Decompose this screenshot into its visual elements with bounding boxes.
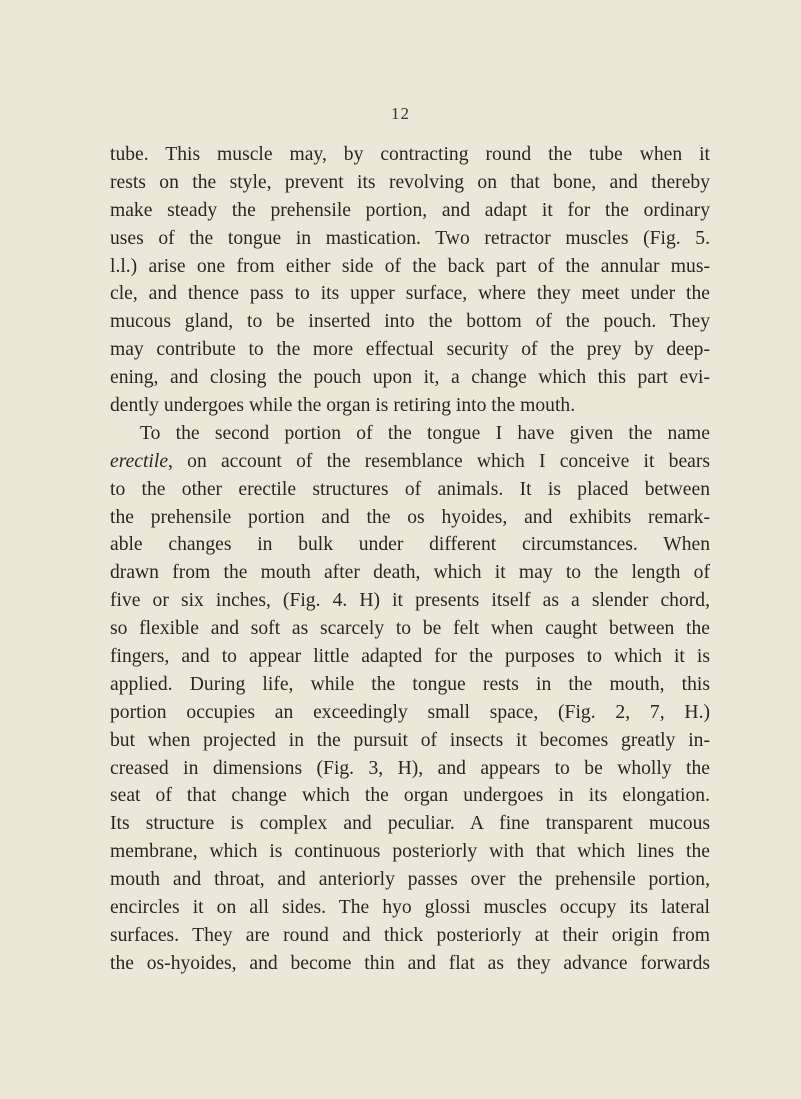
text-line [110,225,710,253]
text-segment: encircles it on all sides. The hyo glossi muscles occupy its lateral [110,897,710,919]
text-line [110,420,710,448]
text-segment: surfaces. They are round and thick posteriorly at their origin from [110,924,710,946]
text-line [110,699,710,727]
text-segment: mucous gland, to be inserted into the bottom of the pouch. They [110,311,710,333]
text-segment: the os-hyoides, and become thin and flat as they advance forwards [110,952,710,974]
text-line [110,615,710,643]
text-line [110,253,710,281]
text-segment: ening, and closing the pouch upon it, a change which this part evi- [110,367,710,389]
text-segment: dently undergoes while the organ is retiring into the mouth. [110,395,576,417]
italic-term: erectile [110,450,169,472]
text-line [110,866,710,894]
text-segment: rests on the style, prevent its revolving on that bone, and thereby [110,171,710,193]
page-number: 12 [391,104,410,123]
text-segment: make steady the prehensile portion, and adapt it for the ordinary [110,199,710,221]
text-line [110,587,710,615]
text-line [110,392,710,420]
text-line [110,364,710,392]
text-segment: five or six inches, (Fig. 4. H) it presents itself as a slender chord, [110,590,710,612]
text-line [110,336,710,364]
text-line [110,950,710,978]
text-line [110,476,710,504]
text-line [110,504,710,532]
text-segment: mouth and throat, and anteriorly passes over the prehensile portion, [110,869,710,891]
text-line [110,308,710,336]
text-segment: creased in dimensions (Fig. 3, H), and appears to be wholly the [110,757,710,779]
text-segment: to the other erectile structures of animals. It is placed between [110,478,710,500]
text-line [110,531,710,559]
text-line [110,671,710,699]
text-segment: seat of that change which the organ undergoes in its elongation. [110,785,710,807]
text-segment: the prehensile portion and the os hyoides, and exhibits remark- [110,506,710,528]
text-segment: applied. During life, while the tongue rests in the mouth, this [110,673,710,695]
text-segment: able changes in bulk under different circumstances. When [110,534,710,556]
text-line [110,810,710,838]
text-line [110,643,710,671]
text-segment: may contribute to the more effectual security of the prey by deep- [110,339,710,361]
text-segment: l.l.) arise one from either side of the back part of the annular mus- [110,255,710,277]
text-line [110,197,710,225]
text-line [110,727,710,755]
text-segment: membrane, which is continuous posteriorly with that which lines the [110,841,710,863]
text-segment: fingers, and to appear little adapted for the purposes to which it is [110,646,710,668]
text-segment: tube. This muscle may, by contracting round the tube when it [110,144,710,165]
text-line [110,782,710,810]
text-line [110,141,710,169]
text-segment: , on account of the resemblance which I conceive it bears [168,450,710,472]
body-text [110,141,710,978]
text-line [110,922,710,950]
text-line [110,838,710,866]
text-line [110,894,710,922]
text-segment: but when projected in the pursuit of insects it becomes greatly in- [110,729,710,751]
text-line [110,280,710,308]
text-line [110,755,710,783]
text-line [110,559,710,587]
text-line [110,169,710,197]
text-segment: portion occupies an exceedingly small space, (Fig. 2, 7, H.) [110,701,710,723]
text-segment: uses of the tongue in mastication. Two retractor muscles (Fig. 5. [110,227,710,249]
text-segment: Its structure is complex and peculiar. A fine transparent mucous [110,813,710,835]
text-segment: drawn from the mouth after death, which it may to the length of [110,562,710,584]
text-segment: so flexible and soft as scarcely to be felt when caught between the [110,618,710,640]
text-segment: To the second portion of the tongue I have given the name [140,422,710,444]
text-line [110,448,710,476]
text-segment: cle, and thence pass to its upper surface, where they meet under the [110,283,710,305]
